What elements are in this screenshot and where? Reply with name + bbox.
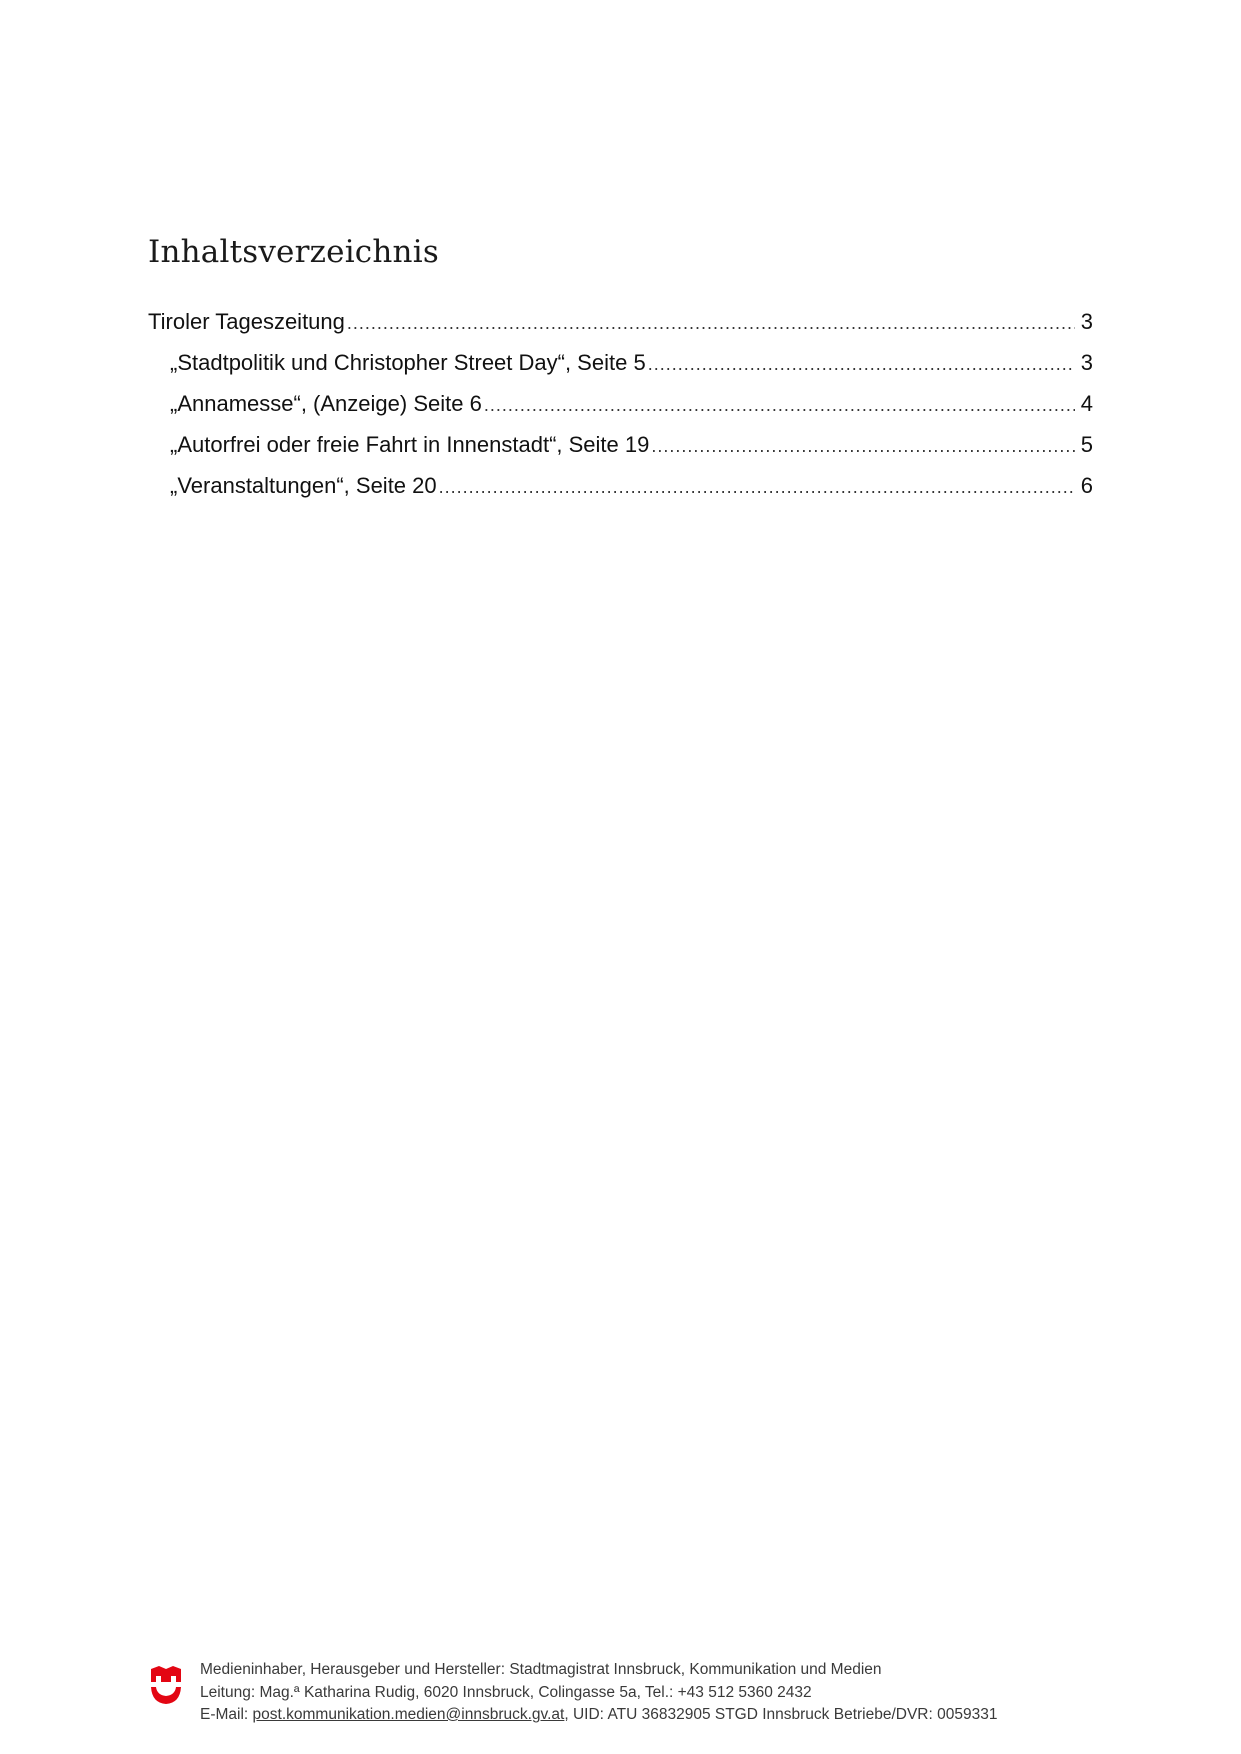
footer-imprint [200,1659,997,1727]
toc-dot-leader [439,470,1075,504]
toc-entry-page: 5 [1080,432,1093,457]
toc-dot-leader [347,306,1075,340]
toc-entry-page: 4 [1080,391,1093,416]
toc-entry-title: „Stadtpolitik und Christopher Street Day“, Seite 5 [170,350,646,375]
page-footer [150,1659,1100,1729]
toc-entry-page: 3 [1080,309,1093,334]
footer-line-publisher: Medieninhaber, Herausgeber und Hersteller: Stadtmagistrat Innsbruck, Kommunikation und Medien [200,1661,882,1678]
toc-entry-autorfrei[interactable] [148,428,1093,469]
toc-entry-annamesse[interactable] [148,387,1093,428]
innsbruck-city-logo-icon [150,1665,182,1705]
toc-entry-title: „Veranstaltungen“, Seite 20 [170,473,437,498]
toc-entry-title: Tiroler Tageszeitung [148,309,345,334]
toc-dot-leader [651,429,1075,463]
toc-entry-tiroler-tageszeitung[interactable] [148,305,1093,346]
email-link[interactable]: post.kommunikation.medien@innsbruck.gv.at [252,1706,565,1723]
toc-entry-stadtpolitik[interactable] [148,346,1093,387]
email-label: E-Mail: [200,1706,253,1723]
toc-entry-title: „Annamesse“, (Anzeige) Seite 6 [170,391,482,416]
footer-uid-text: , UID: ATU 36832905 STGD Innsbruck Betriebe/DVR: 0059331 [564,1706,998,1723]
toc-entry-page: 3 [1080,350,1093,375]
table-of-contents [148,305,1093,510]
footer-line-contact [200,1704,997,1727]
toc-entry-veranstaltungen[interactable] [148,469,1093,510]
toc-entry-page: 6 [1080,473,1093,498]
toc-dot-leader [648,347,1075,381]
toc-heading: Inhaltsverzeichnis [148,234,439,270]
footer-line-management: Leitung: Mag.ª Katharina Rudig, 6020 Innsbruck, Colingasse 5a, Tel.: +43 512 5360 2432 [200,1683,812,1701]
toc-entry-title: „Autorfrei oder freie Fahrt in Innenstadt“, Seite 19 [170,432,650,457]
toc-dot-leader [484,388,1075,422]
